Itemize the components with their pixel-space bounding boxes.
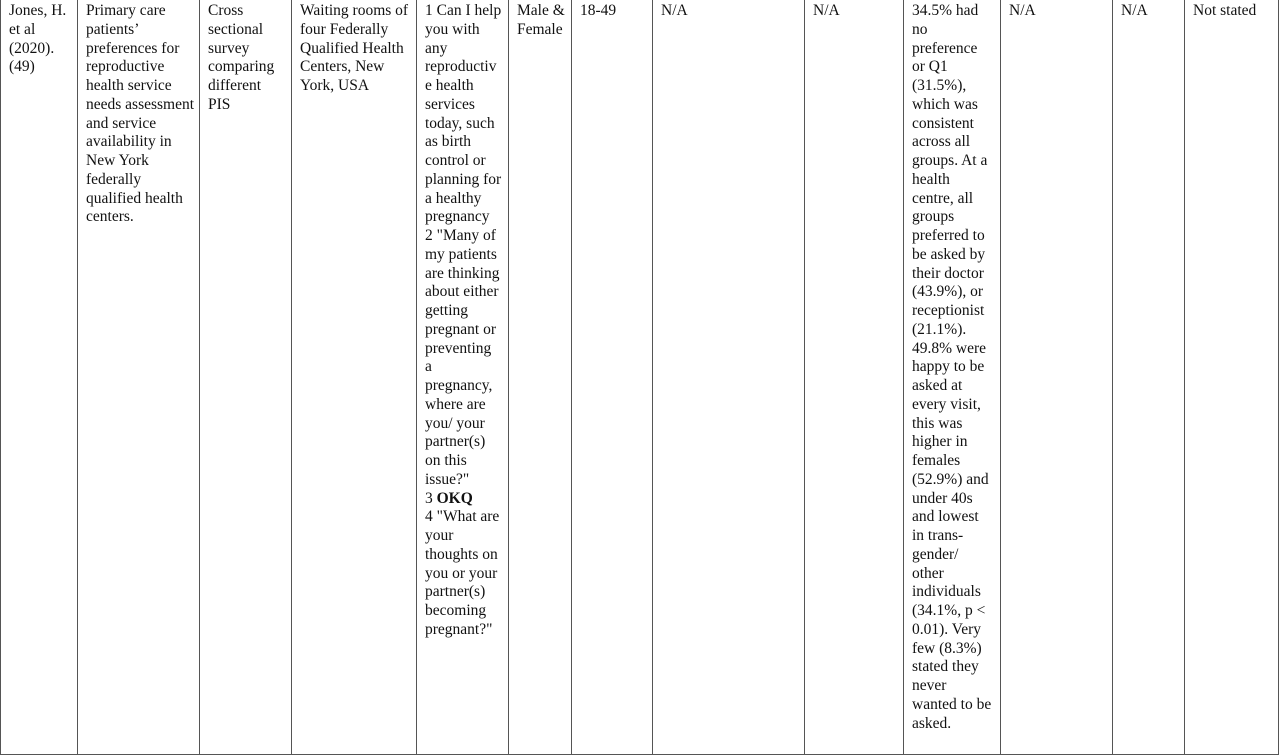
sex-text: Male & Female bbox=[517, 2, 565, 38]
col8-text: N/A bbox=[661, 2, 688, 19]
question-item bbox=[425, 227, 502, 490]
question-text: OKQ bbox=[436, 489, 473, 507]
question-item bbox=[425, 2, 502, 227]
col11-text: N/A bbox=[1009, 2, 1036, 19]
question-item bbox=[425, 508, 502, 639]
question-number: 1 bbox=[425, 2, 433, 19]
study-text: Jones, H. et al (2020). (49) bbox=[9, 2, 67, 76]
question-number: 4 bbox=[425, 508, 433, 526]
sex-cell bbox=[509, 0, 572, 755]
age-text: 18-49 bbox=[580, 2, 617, 19]
col12-cell bbox=[1113, 0, 1185, 755]
study-cell bbox=[1, 0, 78, 755]
question-item bbox=[425, 490, 502, 509]
col9-text: N/A bbox=[813, 2, 840, 19]
col9-cell bbox=[805, 0, 904, 755]
findings-cell bbox=[904, 0, 1001, 755]
col12-text: N/A bbox=[1121, 2, 1148, 19]
title-cell bbox=[78, 0, 200, 755]
col13-cell bbox=[1185, 0, 1279, 755]
table-row bbox=[1, 0, 1279, 755]
question-text: Can I help you with any reproductive health services today, such as birth control or planning for a healthy pregnancy bbox=[425, 2, 502, 226]
question-number: 2 bbox=[425, 227, 433, 244]
question-text: "What are your thoughts on you or your partner(s) becoming pregnant?" bbox=[425, 508, 500, 638]
findings-text: 34.5% had no preference or Q1 (31.5%), which was consistent across all groups. At a health centre, all groups preferred to be asked by their doctor (43.9%), or receptionist (21.1%). 49.8% were happy to be asked at every visit, this was higher in females (52.9%) and under 40s and lowest in trans-gender/ other individuals (34.1%, p < 0.01). Very few (8.3%) stated they never wanted to be asked. bbox=[912, 2, 992, 732]
design-cell bbox=[200, 0, 292, 755]
questions-cell bbox=[417, 0, 509, 755]
design-text: Cross sectional survey comparing different PIS bbox=[208, 2, 275, 113]
col13-text: Not stated bbox=[1193, 2, 1257, 19]
question-number: 3 bbox=[425, 489, 433, 507]
question-text: "Many of my patients are thinking about either getting pregnant or preventing a pregnancy, where are you/ your partner(s) on this issue?" bbox=[425, 227, 500, 488]
col8-cell bbox=[653, 0, 805, 755]
title-text: Primary care patients’ preferences for reproductive health service needs assessment and service availability in New York federally qualified health centers. bbox=[86, 2, 195, 226]
setting-cell bbox=[292, 0, 417, 755]
col11-cell bbox=[1001, 0, 1113, 755]
setting-text: Waiting rooms of four Federally Qualified Health Centers, New York, USA bbox=[300, 2, 409, 94]
age-cell bbox=[572, 0, 653, 755]
